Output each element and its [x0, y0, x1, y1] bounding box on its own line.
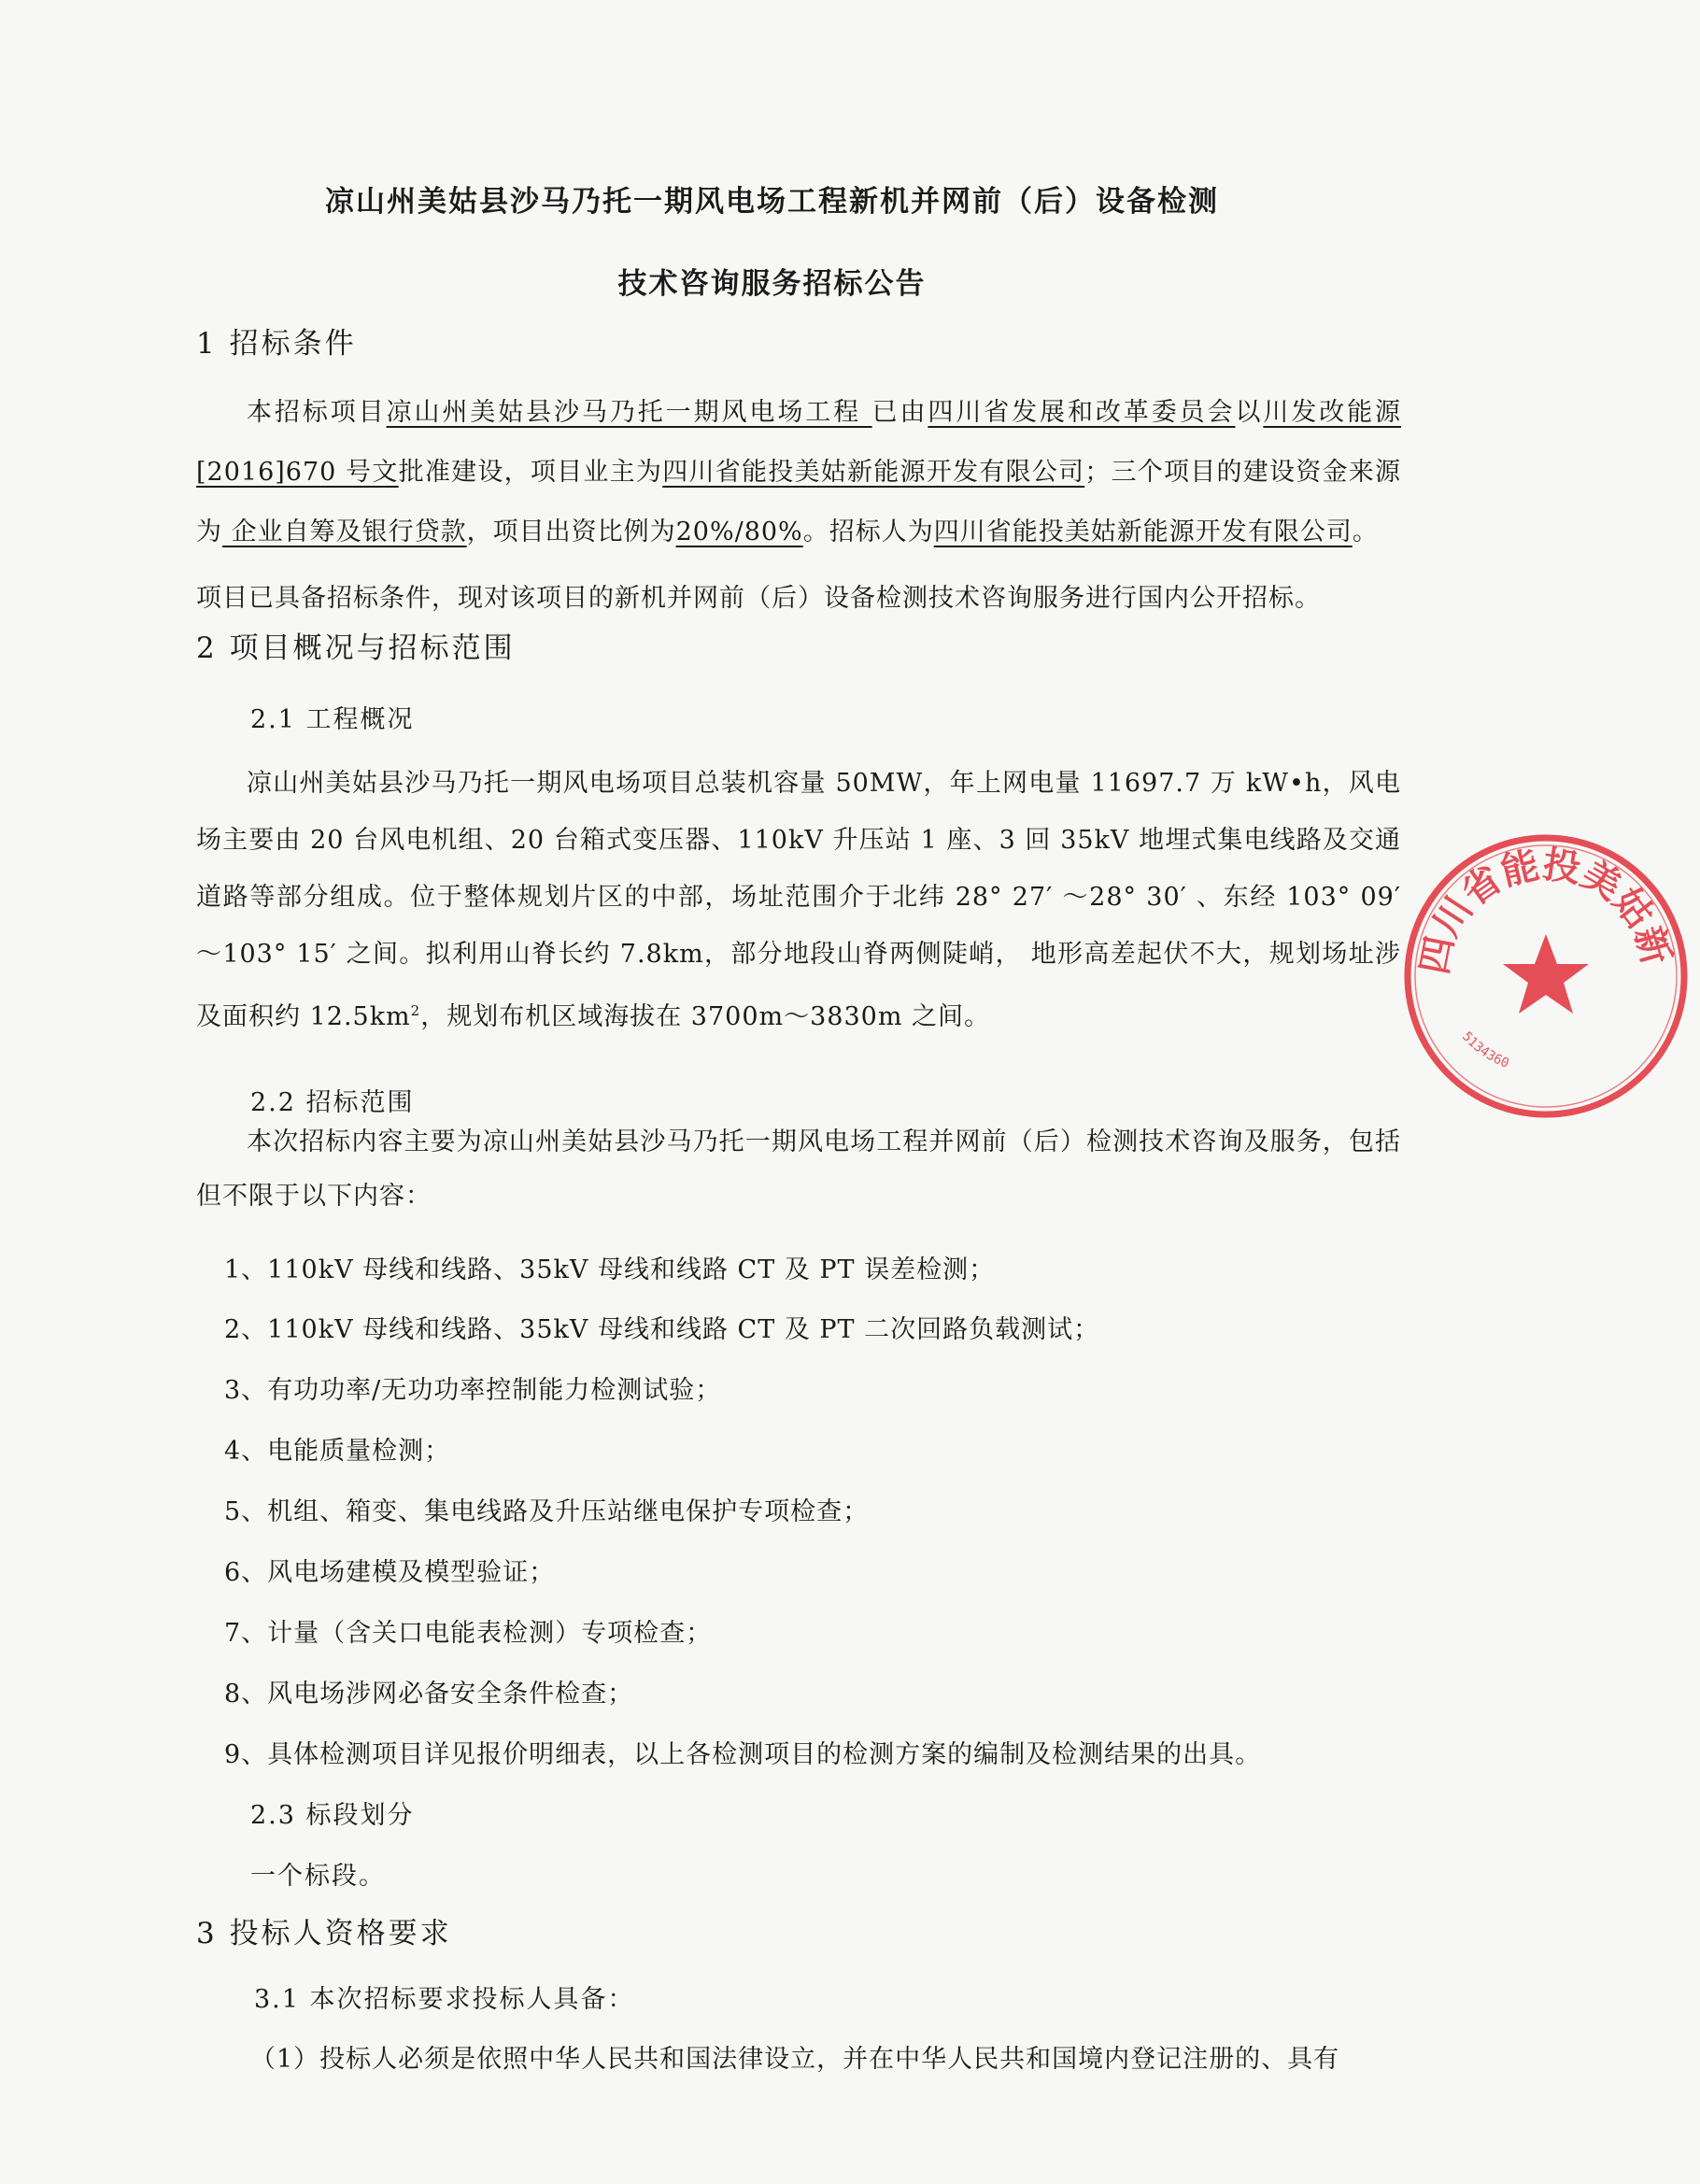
scope-item: 4、电能质量检测； [224, 1437, 451, 1466]
funding-source: 企业自筹及银行贷款 [222, 518, 467, 546]
scope-item: 9、具体检测项目详见报价明细表，以上各检测项目的检测方案的编制及检测结果的出具。 [224, 1740, 1262, 1769]
seal-code-text: 5134360 [1459, 1028, 1511, 1071]
subsection-2-3-heading: 2.3 标段划分 [250, 1801, 415, 1830]
approver-name: 四川省发展和改革委员会 [928, 398, 1236, 427]
scope-intro-paragraph: 本次招标内容主要为凉山州美姑县沙马乃托一期风电场工程并网前（后）检测技术咨询及服务，包括但不限于以下内容： [196, 1127, 1401, 1211]
funding-ratio: 20%/80% [675, 518, 803, 546]
text-run: ，规划布机区域海拔在 3700m～3830m 之间。 [420, 1002, 991, 1031]
project-overview-paragraph [196, 755, 1401, 1045]
text-run: 凉山州美姑县沙马乃托一期风电场项目总装机容量 50MW，年上网电量 11697.7 万 kW•h，风电场主要由 20 台风电机组、20 台箱式变压器、110kV 升压站 1 座、3 回 35kV 地埋式集电线路及交通道路等部分组成。位于整体规划片区的中部，场址范围介于北纬 28° 27′ ～28° 30′ 、东经 103° 09′ ～103° 15′ 之间。拟利用山脊长约 7.8km，部分地段山脊两侧陡峭， 地形高差起伏不大，规划场址涉及面积约 12.5km [196, 769, 1401, 1031]
text-run: 本招标项目 [247, 398, 387, 427]
company-seal-stamp [1392, 822, 1700, 1130]
subsection-3-1-heading: 3.1 本次招标要求投标人具备： [254, 1985, 635, 2014]
scope-item: 2、110kV 母线和线路、35kV 母线和线路 CT 及 PT 二次回路负载测试； [224, 1315, 1100, 1344]
document-title-line1: 凉山州美姑县沙马乃托一期风电场工程新机并网前（后）设备检测 [325, 185, 1219, 219]
text-run: 批准建设，项目业主为 [398, 458, 663, 487]
project-name: 凉山州美姑县沙马乃托一期风电场工程 [386, 398, 872, 427]
scope-item: 6、风电场建模及模型验证； [224, 1558, 556, 1587]
scope-item: 7、计量（含关口电能表检测）专项检查； [224, 1619, 713, 1648]
tender-conditions-paragraph [196, 383, 1401, 562]
seal-star-icon [1503, 934, 1589, 1014]
scope-item: 5、机组、箱变、集电线路及升压站继电保护专项检查； [224, 1497, 870, 1526]
text-run: ；三个项目的建设资金来源为 [196, 458, 1402, 546]
text-run: 以 [1235, 398, 1264, 427]
approval-document-number: 川发改能源[2016]670 号文 [196, 398, 1402, 487]
scope-item: 8、风电场涉网必备安全条件检查； [224, 1680, 634, 1709]
document-title-line2: 技术咨询服务招标公告 [617, 267, 927, 301]
lot-division-text: 一个标段。 [250, 1862, 386, 1891]
superscript: 2 [410, 1002, 421, 1019]
section1-heading: 1 招标条件 [196, 327, 357, 361]
seal-name-text: 四川省能投美姑新 [1412, 843, 1679, 978]
tenderer-name: 四川省能投美姑新能源开发有限公司 [933, 518, 1353, 546]
text-run: ，项目出资比例为 [466, 518, 676, 546]
subsection-2-1-heading: 2.1 工程概况 [250, 705, 415, 734]
subsection-2-2-heading: 2.2 招标范围 [250, 1088, 415, 1117]
text-run: 已由 [871, 398, 928, 427]
text-run: 。 [1352, 518, 1379, 546]
section2-heading: 2 项目概况与招标范围 [196, 631, 516, 665]
tender-conditions-closing: 项目已具备招标条件，现对该项目的新机并网前（后）设备检测技术咨询服务进行国内公开招标。 [196, 584, 1321, 613]
project-owner: 四川省能投美姑新能源开发有限公司 [662, 458, 1085, 487]
scope-item: 3、有功功率/无功功率控制能力检测试验； [224, 1376, 722, 1405]
text-run: 。招标人为 [802, 518, 934, 546]
scope-item: 1、110kV 母线和线路、35kV 母线和线路 CT 及 PT 误差检测； [224, 1255, 996, 1284]
section3-heading: 3 投标人资格要求 [196, 1917, 452, 1950]
requirement-1: （1）投标人必须是依照中华人民共和国法律设立，并在中华人民共和国境内登记注册的、具有 [250, 2045, 1340, 2074]
